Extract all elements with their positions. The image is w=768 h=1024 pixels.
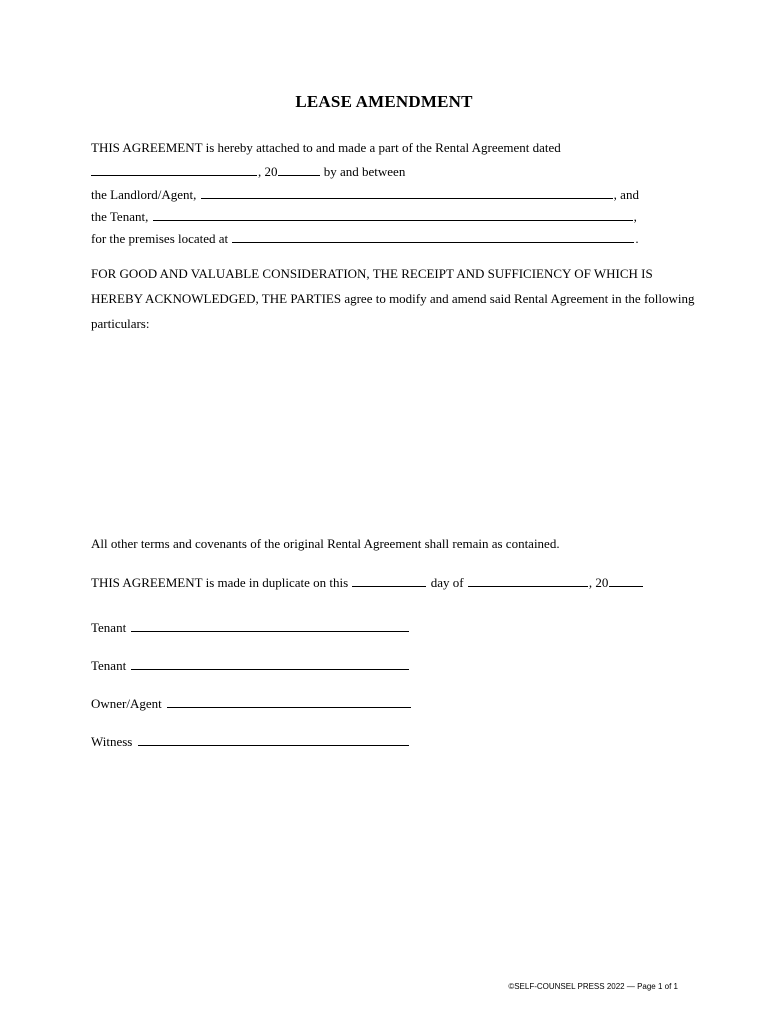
landlord-name-field[interactable] <box>201 186 613 199</box>
document-title: LEASE AMENDMENT <box>295 92 473 111</box>
intro-line-landlord <box>91 186 639 203</box>
consideration-line-2: HEREBY ACKNOWLEDGED, THE PARTIES agree to modify and amend said Rental Agreement in the following <box>91 291 695 306</box>
signature-label: Tenant <box>91 620 127 635</box>
tenant-label: the Tenant, <box>91 209 152 224</box>
premises-label: for the premises located at <box>91 231 232 246</box>
duplicate-year-field[interactable] <box>609 574 643 587</box>
consideration-line-1: FOR GOOD AND VALUABLE CONSIDERATION, THE RECEIPT AND SUFFICIENCY OF WHICH IS <box>91 266 653 281</box>
witness-signature-line[interactable] <box>138 733 409 746</box>
intro-text: THIS AGREEMENT is hereby attached to and made a part of the Rental Agreement dated <box>91 140 561 155</box>
owner-agent-signature-line[interactable] <box>167 695 411 708</box>
intro-line-2 <box>91 163 405 180</box>
signature-row-tenant-2 <box>91 657 409 674</box>
signature-row-owner-agent <box>91 695 411 712</box>
other-terms-text: All other terms and covenants of the original Rental Agreement shall remain as contained. <box>91 536 560 551</box>
premises-suffix: . <box>635 231 639 246</box>
signature-row-witness <box>91 733 409 750</box>
intro-line-tenant <box>91 208 637 225</box>
page-footer: ©SELF-COUNSEL PRESS 2022 — Page 1 of 1 <box>508 982 678 991</box>
duplicate-prefix: THIS AGREEMENT is made in duplicate on this <box>91 575 352 590</box>
intro-line-1 <box>91 140 561 156</box>
intro-line-premises <box>91 230 639 247</box>
amendment-particulars-area[interactable] <box>91 340 681 520</box>
agreement-year-field[interactable] <box>278 163 320 176</box>
tenant-suffix: , <box>633 209 637 224</box>
duplicate-year-prefix: , 20 <box>588 575 609 590</box>
signature-label: Owner/Agent <box>91 696 162 711</box>
duplicate-line <box>91 574 644 591</box>
tenant-1-signature-line[interactable] <box>131 619 409 632</box>
date-year-prefix: , 20 <box>258 164 278 179</box>
landlord-suffix: , and <box>613 187 639 202</box>
tenant-2-signature-line[interactable] <box>131 657 409 670</box>
landlord-label: the Landlord/Agent, <box>91 187 200 202</box>
duplicate-day-field[interactable] <box>352 574 426 587</box>
premises-address-field[interactable] <box>232 230 634 243</box>
agreement-date-field[interactable] <box>91 163 257 176</box>
tenant-name-field[interactable] <box>153 208 633 221</box>
duplicate-month-field[interactable] <box>468 574 588 587</box>
signature-label: Witness <box>91 734 133 749</box>
signature-row-tenant-1 <box>91 619 409 636</box>
by-and-between-text: by and between <box>320 164 406 179</box>
duplicate-day-of: day of <box>427 575 467 590</box>
signature-label: Tenant <box>91 658 127 673</box>
consideration-line-3: particulars: <box>91 316 150 331</box>
